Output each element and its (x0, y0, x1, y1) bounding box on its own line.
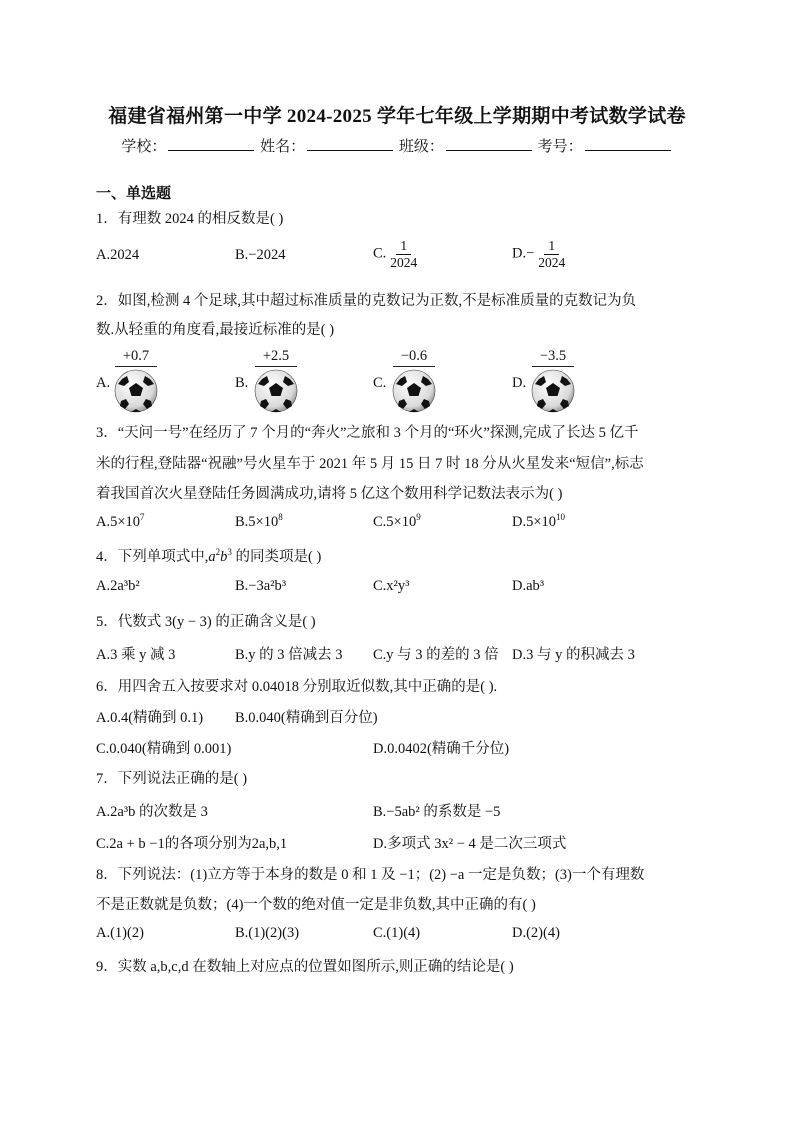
q2-ball-c-label: −0.6 (400, 348, 428, 364)
name-label: 姓名： (260, 139, 306, 155)
q1-option-c (373, 238, 421, 270)
q8-option-d: D.(2)(4) (512, 925, 560, 941)
q1-option-a: A.2024 (96, 247, 140, 263)
q3-d-base: D.5×10 (512, 514, 557, 530)
q8-option-c: C.(1)(4) (373, 925, 421, 941)
soccer-ball-icon (113, 368, 159, 414)
q5-option-d: D.3 与 y 的积减去 3 (512, 647, 635, 663)
soccer-ball-icon (530, 368, 576, 414)
q8-option-b: B.(1)(2)(3) (235, 925, 300, 941)
q3-c-base: C.5×10 (373, 514, 417, 530)
q4-text-pre: 4．下列单项式中, (96, 549, 209, 565)
question-9: 9．实数 a,b,c,d 在数轴上对应点的位置如图所示,则正确的结论是( ) (96, 959, 514, 975)
q1-option-b: B.−2024 (235, 247, 286, 263)
q3-option-c (373, 514, 421, 531)
question-2-line-1: 2．如图,检测 4 个足球,其中超过标准质量的克数记为正数,不是标准质量的克数记为负 (96, 293, 637, 309)
question-4: 4．下列单项式中$,a^2b^3$ 的同类项是( ) (96, 547, 322, 565)
q2-option-c-letter: C. (373, 375, 387, 391)
q2-ball-a (111, 348, 161, 410)
q7-option-b: B.−5ab² 的系数是 −5 (373, 804, 501, 820)
q2-option-b-letter: B. (235, 375, 249, 391)
question-7: 7．下列说法正确的是( ) (96, 771, 248, 787)
id-label: 考号： (537, 139, 583, 155)
q4-option-d: D.ab³ (512, 578, 545, 594)
q6-option-a: A.0.4(精确到 0.1) (96, 710, 204, 726)
question-5: 5．代数式 3(y − 3) 的正确含义是( ) (96, 614, 316, 630)
q5-option-b: B.y 的 3 倍减去 3 (235, 647, 343, 663)
student-info-line (0, 135, 794, 156)
q3-a-exponent: 7 (140, 512, 145, 523)
q5-option-c: C.y 与 3 的差的 3 倍 (373, 647, 499, 663)
q5-option-a: A.3 乘 y 减 3 (96, 647, 176, 663)
q1-option-d-prefix: D.− (512, 245, 535, 262)
q1-c-numerator: 1 (396, 238, 411, 255)
q1-d-numerator: 1 (544, 238, 559, 255)
q8-option-a: A.(1)(2) (96, 925, 144, 941)
q6-option-b: B.0.040(精确到百分位) (235, 710, 378, 726)
q1-option-d-fraction (534, 238, 569, 270)
q2-option-a-letter: A. (96, 375, 111, 391)
q1-option-c-prefix: C. (373, 245, 387, 262)
q3-b-base: B.5×10 (235, 514, 279, 530)
q1-d-denominator: 2024 (538, 254, 566, 270)
q3-a-base: A.5×10 (96, 514, 141, 530)
name-blank[interactable] (307, 137, 393, 151)
q6-option-d: D.0.0402(精确千分位) (373, 741, 510, 757)
q4-option-b: B.−3a²b³ (235, 578, 287, 594)
question-3-line-1: 3．“天问一号”在经历了 7 个月的“奔火”之旅和 3 个月的“环火”探测,完成了长达 5 亿千 (96, 425, 639, 441)
q7-option-c: C.2a + b −1的各项分别为2a,b,1 (96, 836, 288, 852)
id-blank[interactable] (585, 137, 671, 151)
q4-text-post: 的同类项是( ) (235, 549, 322, 565)
soccer-ball-icon (391, 368, 437, 414)
q2-ball-b-label: +2.5 (262, 348, 290, 364)
q7-option-a: A.2a³b 的次数是 3 (96, 804, 208, 820)
page-title: 福建省福州第一中学 2024-2025 学年七年级上学期期中考试数学试卷 (108, 106, 686, 127)
question-6: 6．用四舍五入按要求对 0.04018 分别取近似数,其中正确的是( ). (96, 679, 498, 695)
q4-option-a: A.2a³b² (96, 578, 140, 594)
q2-ball-d (528, 348, 578, 410)
class-blank[interactable] (446, 137, 532, 151)
q2-ball-a-label: +0.7 (122, 348, 150, 364)
q1-option-c-fraction (386, 238, 421, 270)
q2-option-d-letter: D. (512, 375, 527, 391)
section-heading: 一、单选题 (96, 185, 172, 202)
question-3-line-2: 米的行程,登陆器“祝融”号火星车于 2021 年 5 月 15 日 7 时 18 分从火星发来“短信”,标志 (96, 456, 644, 472)
q2-ball-d-label: −3.5 (539, 348, 567, 364)
question-2-line-2: 数.从轻重的角度看,最接近标准的是( ) (96, 322, 335, 338)
q3-b-exponent: 8 (278, 512, 283, 523)
q6-option-c: C.0.040(精确到 0.001) (96, 741, 232, 757)
school-label: 学校： (121, 139, 167, 155)
soccer-ball-icon (253, 368, 299, 414)
q3-d-exponent: 10 (556, 512, 566, 523)
q1-option-d (512, 238, 569, 270)
q2-ball-c (389, 348, 439, 410)
q3-option-d (512, 514, 565, 531)
q3-option-b (235, 514, 283, 531)
class-label: 班级： (398, 139, 444, 155)
school-blank[interactable] (168, 137, 254, 151)
q3-option-a (96, 514, 145, 531)
question-1: 1．有理数 2024 的相反数是( ) (96, 211, 284, 227)
question-8-line-2: 不是正数就是负数；(4)一个数的绝对值一定是非负数,其中正确的有( ) (96, 897, 536, 913)
question-3-line-3: 着我国首次火星登陆任务圆满成功,请将 5 亿这个数用科学记数法表示为( ) (96, 486, 563, 502)
q7-option-d: D.多项式 3x² − 4 是二次三项式 (373, 836, 567, 852)
q2-ball-b (251, 348, 301, 410)
question-8-line-1: 8．下列说法：(1)立方等于本身的数是 0 和 1 及 −1；(2) −a 一定是负数；(3)一个有理数 (96, 867, 645, 883)
q4-option-c: C.x²y³ (373, 578, 410, 594)
q1-c-denominator: 2024 (390, 254, 418, 270)
q3-c-exponent: 9 (416, 512, 421, 523)
